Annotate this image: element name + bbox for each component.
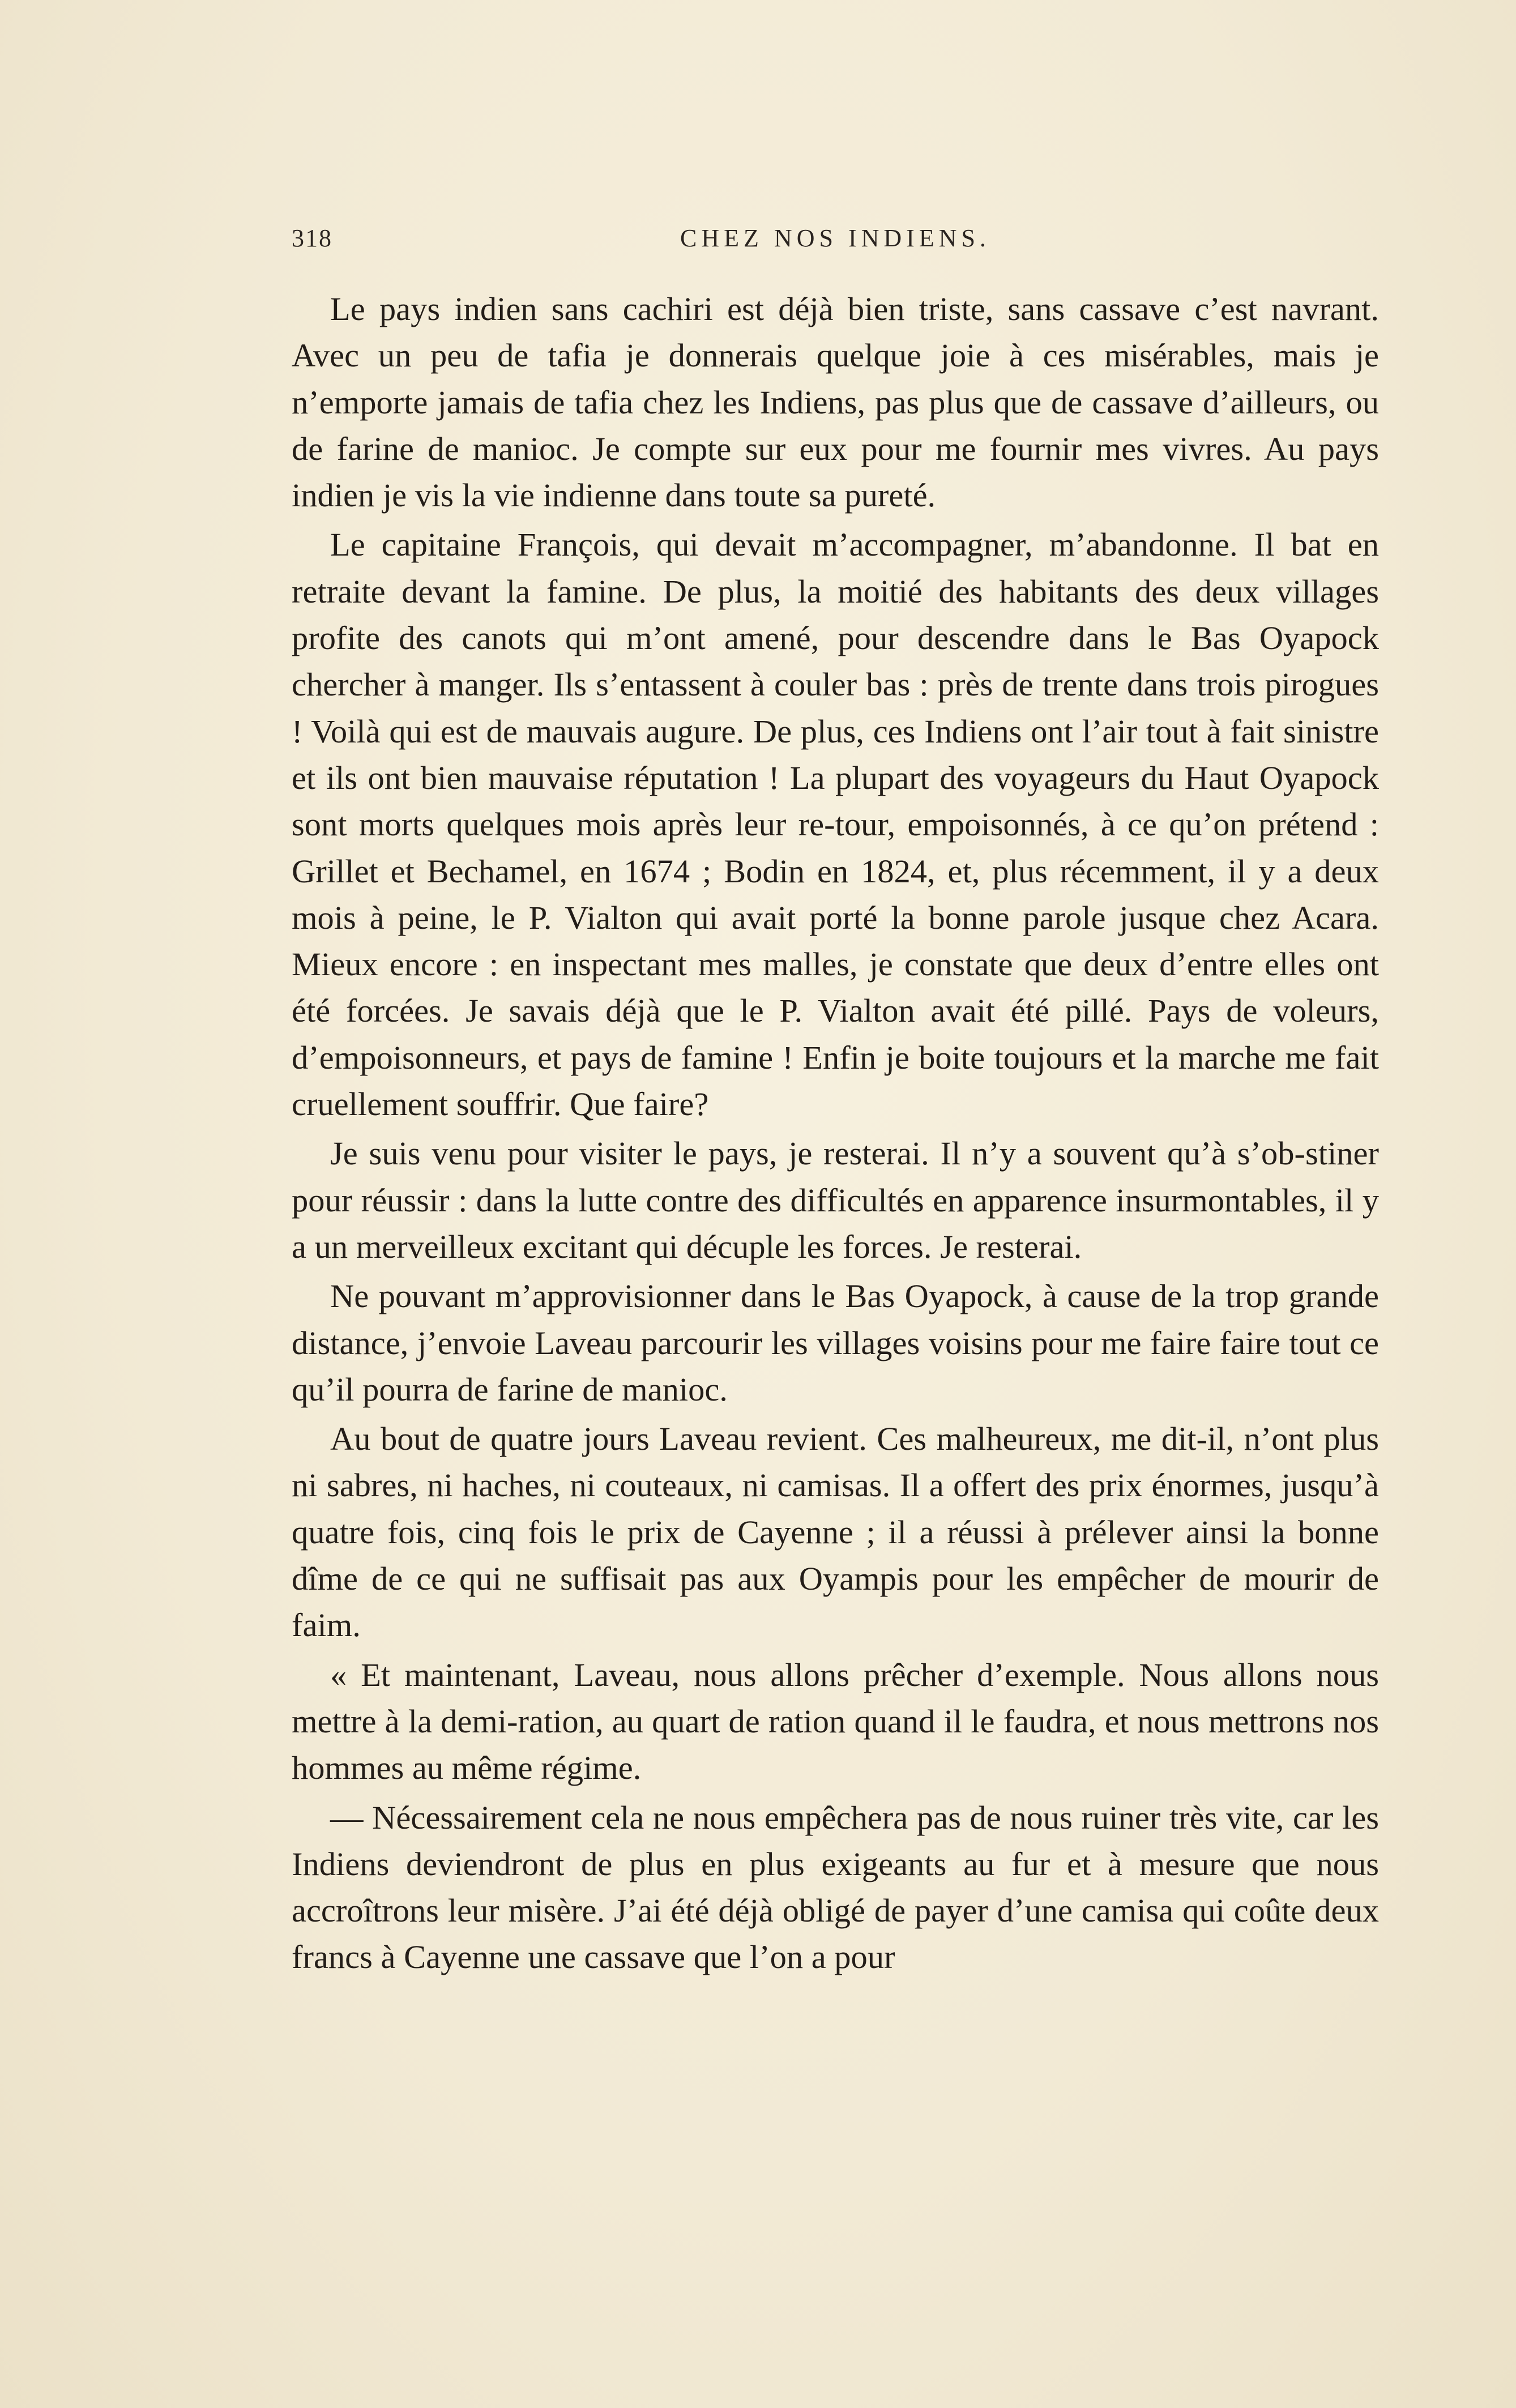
paragraph: — Nécessairement cela ne nous empêchera pas de nous ruiner très vite, car les Indiens deviendront de plus en plus exigeants au fur et à mesure que nous accroîtrons leur misère. J’ai été déjà obligé de payer d’une camisa qui coûte deux francs à Cayenne une cassave que l’on a pour (292, 1799, 1379, 1976)
page-header (292, 224, 1379, 269)
paragraph: Je suis venu pour visiter le pays, je resterai. Il n’y a souvent qu’à s’ob-stiner pour réussir : dans la lutte contre des difficultés en apparence insurmontables, il y a un merveilleux excitant qui décuple les forces. Je resterai. (292, 1135, 1379, 1265)
paragraph: Le capitaine François, qui devait m’accompagner, m’abandonne. Il bat en retraite devant la famine. De plus, la moitié des habitants des deux villages profite des canots qui m’ont amené, pour descendre dans le Bas Oyapock chercher à manger. Ils s’entassent à couler bas : près de trente dans trois pirogues ! Voilà qui est de mauvais augure. De plus, ces Indiens ont l’air tout à fait sinistre et ils ont bien mauvaise réputation ! La plupart des voyageurs du Haut Oyapock sont morts quelques mois après leur re-tour, empoisonnés, à ce qu’on prétend : Grillet et Bechamel, en 1674 ; Bodin en 1824, et, plus récemment, il y a deux mois à peine, le P. Vialton qui avait porté la bonne parole jusque chez Acara. Mieux encore : en inspectant mes malles, je constate que deux d’entre elles ont été forcées. Je savais déjà que le P. Vialton avait été pillé. Pays de voleurs, d’empoisonneurs, et pays de famine ! Enfin je boite toujours et la marche me fait cruellement souffrir. Que faire? (292, 526, 1379, 1123)
paragraph: Le pays indien sans cachiri est déjà bien triste, sans cassave c’est navrant. Avec un peu de tafia je donnerais quelque joie à ces misérables, mais je n’emporte jamais de tafia chez les Indiens, pas plus que de cassave d’ailleurs, ou de farine de manioc. Je compte sur eux pour me fournir mes vivres. Au pays indien je vis la vie indienne dans toute sa pureté. (292, 291, 1379, 514)
page-number: 318 (292, 224, 332, 252)
paragraph: « Et maintenant, Laveau, nous allons prêcher d’exemple. Nous allons nous mettre à la demi-ration, au quart de ration quand il le faudra, et nous mettrons nos hommes au même régime. (292, 1656, 1379, 1787)
running-title: CHEZ NOS INDIENS. (680, 224, 990, 252)
paragraph: Ne pouvant m’approvisionner dans le Bas Oyapock, à cause de la trop grande distance, j’envoie Laveau parcourir les villages voisins pour me faire faire tout ce qu’il pourra de farine de manioc. (292, 1278, 1379, 1408)
body-text (292, 286, 1379, 1984)
paragraph: Au bout de quatre jours Laveau revient. Ces malheureux, me dit-il, n’ont plus ni sabres, ni haches, ni couteaux, ni camisas. Il a offert des prix énormes, jusqu’à quatre fois, cinq fois le prix de Cayenne ; il a réussi à prélever ainsi la bonne dîme de ce qui ne suffisait pas aux Oyampis pour les empêcher de mourir de faim. (292, 1420, 1379, 1644)
